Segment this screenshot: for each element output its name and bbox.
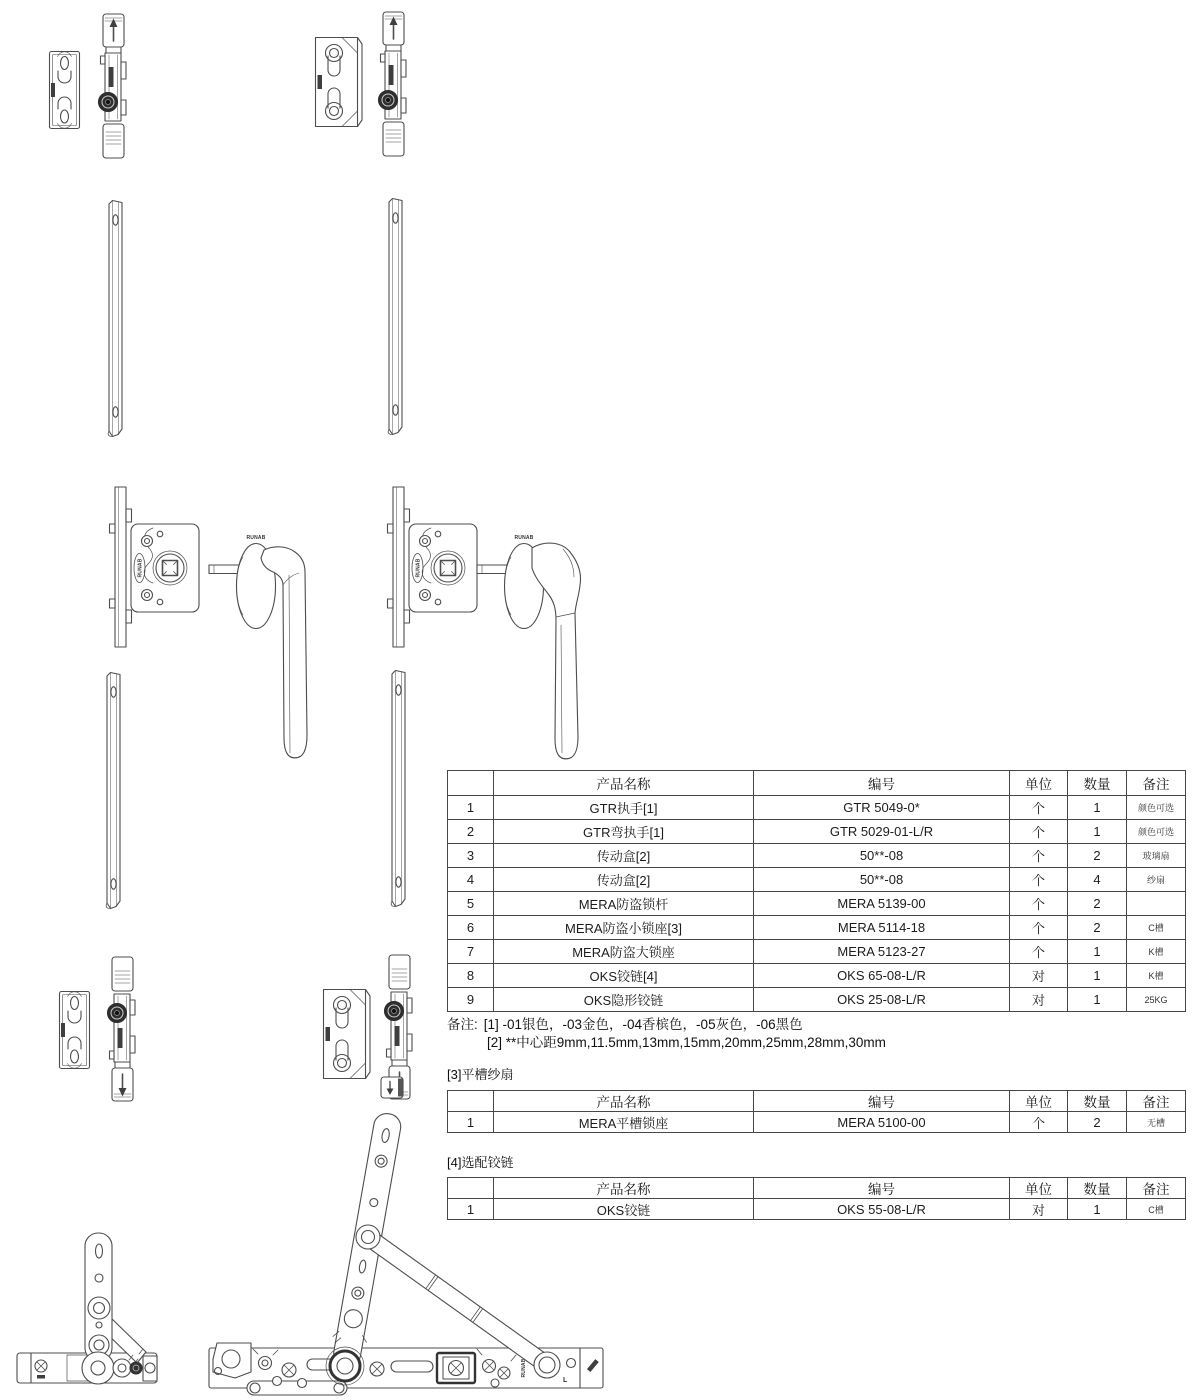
col-header-unit: 单位 <box>1010 1091 1068 1112</box>
small-keeper-drawing-1 <box>50 52 80 129</box>
col-header-qty: 数量 <box>1068 771 1127 796</box>
table-row <box>448 892 1186 916</box>
cell-name: OKS铰链 <box>494 1199 754 1220</box>
table-row <box>448 916 1186 940</box>
cell-name: MERA防盗大锁座 <box>494 940 754 964</box>
cell-qty: 1 <box>1068 796 1127 820</box>
hinge-table-title: [4]选配铰链 <box>447 1155 514 1170</box>
lock-bar-drawing-2 <box>379 12 407 156</box>
cell-name: MERA防盗锁杆 <box>494 892 754 916</box>
table-row <box>448 820 1186 844</box>
cell-no: 5 <box>448 892 494 916</box>
col-header-name: 产品名称 <box>494 1178 754 1199</box>
screen-table-title: [3]平槽纱扇 <box>447 1067 514 1082</box>
cell-no: 8 <box>448 964 494 988</box>
lock-bar-drawing-3 <box>108 957 136 1101</box>
cell-qty: 1 <box>1068 940 1127 964</box>
cell-code: MERA 5139-00 <box>754 892 1010 916</box>
cell-code: 50**-08 <box>754 844 1010 868</box>
table-row <box>448 796 1186 820</box>
table-header-row <box>448 771 1186 796</box>
cell-name: GTR执手[1] <box>494 796 754 820</box>
col-header-no <box>448 1178 494 1199</box>
cell-unit: 个 <box>1010 1112 1068 1133</box>
cell-qty: 1 <box>1068 988 1127 1012</box>
cell-remark: 颜色可选 <box>1127 820 1186 844</box>
table-row <box>448 1112 1186 1133</box>
cell-qty: 1 <box>1068 820 1127 844</box>
note-text-1: [1] -01银色，-03金色，-04香槟色，-05灰色，-06黑色 <box>483 1017 803 1032</box>
cell-remark: 无槽 <box>1127 1112 1186 1133</box>
cell-qty: 4 <box>1068 868 1127 892</box>
technical-drawings: RUNAB RUNAB RUNAB RUNAB L <box>0 0 1200 1400</box>
col-header-code: 编号 <box>754 771 1010 796</box>
cell-code: OKS 65-08-L/R <box>754 964 1010 988</box>
col-header-no <box>448 771 494 796</box>
table-row <box>448 988 1186 1012</box>
table-row <box>448 940 1186 964</box>
cell-no: 4 <box>448 868 494 892</box>
cell-unit: 个 <box>1010 820 1068 844</box>
brand-label: RUNAB <box>514 535 534 541</box>
col-header-remark: 备注 <box>1127 1091 1186 1112</box>
col-header-qty: 数量 <box>1068 1178 1127 1199</box>
cell-code: MERA 5123-27 <box>754 940 1010 964</box>
cell-name: MERA防盗小锁座[3] <box>494 916 754 940</box>
cell-code: MERA 5114-18 <box>754 916 1010 940</box>
brand-label: RUNAB <box>521 1358 527 1378</box>
cell-qty: 2 <box>1068 916 1127 940</box>
lock-rod-drawing-2 <box>388 199 402 435</box>
notes-block <box>447 1016 886 1052</box>
table-row <box>448 964 1186 988</box>
cell-name: 传动盒[2] <box>494 868 754 892</box>
cell-no: 7 <box>448 940 494 964</box>
cell-unit: 个 <box>1010 916 1068 940</box>
cell-name: 传动盒[2] <box>494 844 754 868</box>
cell-name: GTR弯执手[1] <box>494 820 754 844</box>
cell-qty: 2 <box>1068 1112 1127 1133</box>
cell-name: MERA平槽锁座 <box>494 1112 754 1133</box>
table-row <box>448 868 1186 892</box>
cell-remark <box>1127 892 1186 916</box>
cell-no: 1 <box>448 1112 494 1133</box>
cell-no: 9 <box>448 988 494 1012</box>
lock-rod-drawing-4 <box>391 671 405 907</box>
cell-code: 50**-08 <box>754 868 1010 892</box>
lock-rod-drawing-1 <box>108 201 122 437</box>
cell-code: OKS 55-08-L/R <box>754 1199 1010 1220</box>
brand-label: RUNAB <box>246 535 266 541</box>
cell-no: 1 <box>448 1199 494 1220</box>
cell-qty: 1 <box>1068 1199 1127 1220</box>
cell-no: 1 <box>448 796 494 820</box>
lock-rod-drawing-3 <box>106 673 120 909</box>
cell-code: OKS 25-08-L/R <box>754 988 1010 1012</box>
cell-qty: 2 <box>1068 844 1127 868</box>
concealed-hinge-drawing <box>17 1233 157 1384</box>
cell-code: MERA 5100-00 <box>754 1112 1010 1133</box>
col-header-qty: 数量 <box>1068 1091 1127 1112</box>
bent-handle-drawing <box>477 535 581 759</box>
cell-qty: 2 <box>1068 892 1127 916</box>
note-text-2: [2] **中心距9mm,11.5mm,13mm,15mm,20mm,25mm,28mm,30mm <box>487 1035 886 1050</box>
cell-remark: 玻璃扇 <box>1127 844 1186 868</box>
table-row <box>448 1199 1186 1220</box>
col-header-name: 产品名称 <box>494 1091 754 1112</box>
parts-table <box>447 770 1186 1012</box>
gearbox-drawing-2 <box>388 487 478 647</box>
note-line-2 <box>447 1034 886 1052</box>
small-keeper-drawing-2 <box>60 992 90 1069</box>
cell-no: 3 <box>448 844 494 868</box>
l-mark: L <box>563 1377 568 1384</box>
cell-unit: 对 <box>1010 988 1068 1012</box>
col-header-code: 编号 <box>754 1091 1010 1112</box>
cell-unit: 个 <box>1010 940 1068 964</box>
notes-label: 备注: <box>447 1017 478 1032</box>
col-header-name: 产品名称 <box>494 771 754 796</box>
cell-unit: 个 <box>1010 868 1068 892</box>
hinge-table <box>447 1177 1186 1220</box>
col-header-unit: 单位 <box>1010 771 1068 796</box>
cell-qty: 1 <box>1068 964 1127 988</box>
large-keeper-drawing-1 <box>316 38 363 127</box>
cell-code: GTR 5049-0* <box>754 796 1010 820</box>
cell-name: OKS铰链[4] <box>494 964 754 988</box>
cell-no: 6 <box>448 916 494 940</box>
cell-remark: 颜色可选 <box>1127 796 1186 820</box>
table-row <box>448 844 1186 868</box>
col-header-remark: 备注 <box>1127 1178 1186 1199</box>
cell-name: OKS隐形铰链 <box>494 988 754 1012</box>
note-line-1 <box>447 1016 886 1034</box>
cell-remark: C槽 <box>1127 1199 1186 1220</box>
cell-unit: 对 <box>1010 1199 1068 1220</box>
cell-code: GTR 5029-01-L/R <box>754 820 1010 844</box>
gearbox-drawing-1 <box>110 487 200 647</box>
cell-remark: 纱扇 <box>1127 868 1186 892</box>
col-header-no <box>448 1091 494 1112</box>
large-keeper-drawing-2 <box>324 990 371 1079</box>
straight-handle-drawing <box>209 535 307 758</box>
cell-remark: C槽 <box>1127 916 1186 940</box>
table-header-row <box>448 1178 1186 1199</box>
col-header-remark: 备注 <box>1127 771 1186 796</box>
cell-remark: K槽 <box>1127 940 1186 964</box>
cell-unit: 个 <box>1010 796 1068 820</box>
cell-remark: 25KG <box>1127 988 1186 1012</box>
cell-unit: 对 <box>1010 964 1068 988</box>
cell-remark: K槽 <box>1127 964 1186 988</box>
cell-no: 2 <box>448 820 494 844</box>
lock-bar-drawing-1 <box>99 14 127 158</box>
cell-unit: 个 <box>1010 844 1068 868</box>
table-header-row <box>448 1091 1186 1112</box>
col-header-code: 编号 <box>754 1178 1010 1199</box>
cell-unit: 个 <box>1010 892 1068 916</box>
screen-table <box>447 1090 1186 1133</box>
col-header-unit: 单位 <box>1010 1178 1068 1199</box>
